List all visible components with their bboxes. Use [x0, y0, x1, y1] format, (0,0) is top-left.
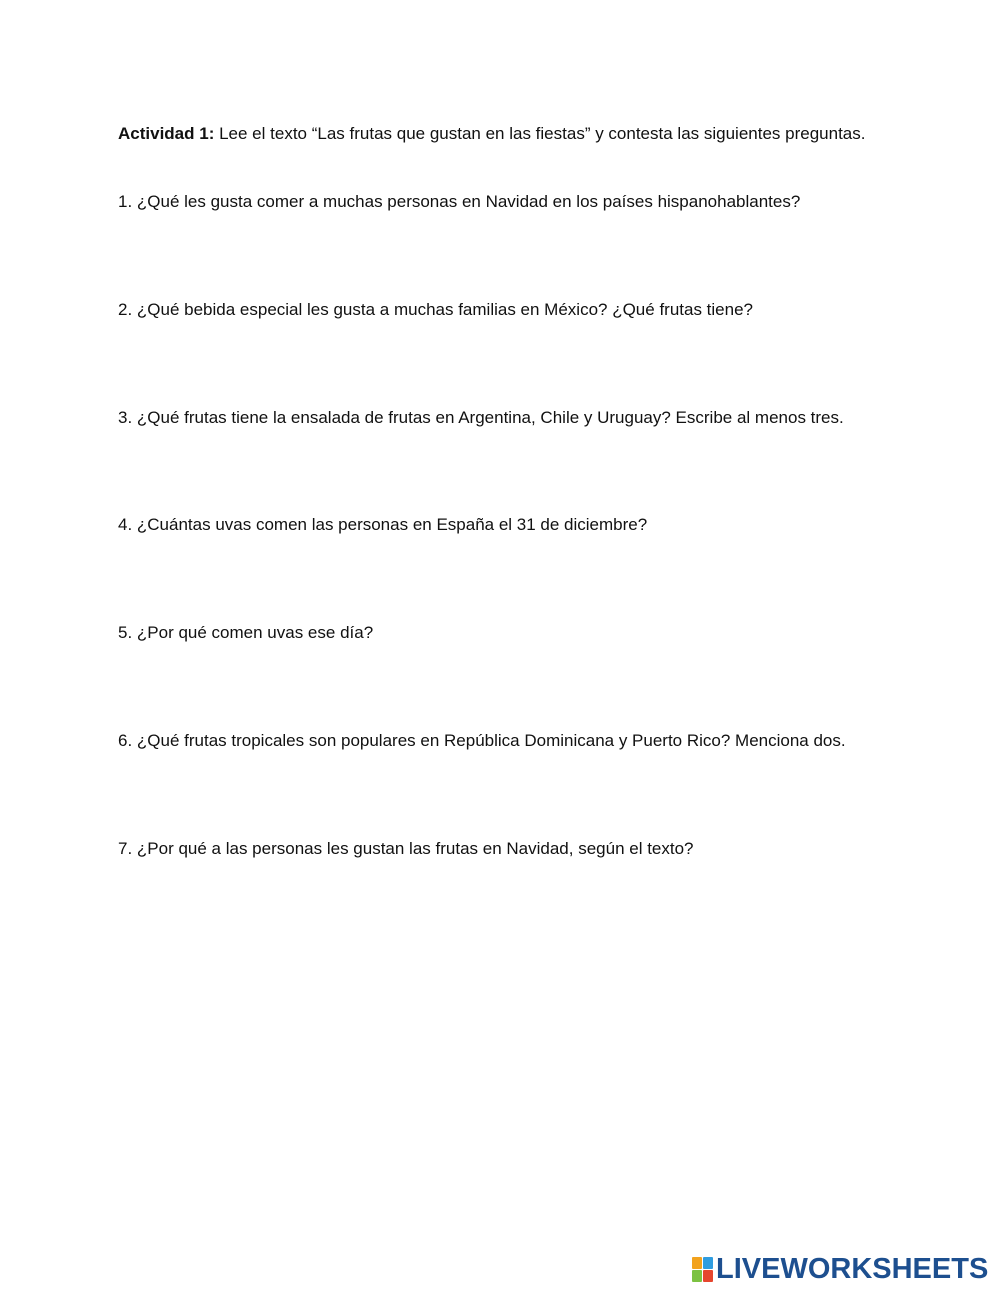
- activity-label: Actividad 1:: [118, 124, 215, 143]
- question-2: 2. ¿Qué bebida especial les gusta a muchas familias en México? ¿Qué frutas tiene?: [118, 300, 754, 319]
- question-3: 3. ¿Qué frutas tiene la ensalada de frutas en Argentina, Chile y Uruguay? Escribe al menos tres.: [118, 408, 844, 427]
- question-1: 1. ¿Qué les gusta comer a muchas personas en Navidad en los países hispanohablantes?: [118, 192, 801, 211]
- brand-name: LIVEWORKSHEETS: [716, 1253, 989, 1285]
- activity-instruction-text: Lee el texto “Las frutas que gustan en las fiestas” y contesta las siguientes preguntas.: [219, 124, 866, 143]
- activity-instructions: [118, 116, 881, 152]
- liveworksheets-brand: [692, 1254, 988, 1284]
- question-6: 6. ¿Qué frutas tropicales son populares en República Dominicana y Puerto Rico? Menciona dos.: [118, 731, 846, 750]
- question-5: 5. ¿Por qué comen uvas ese día?: [118, 623, 374, 642]
- question-7: 7. ¿Por qué a las personas les gustan las frutas en Navidad, según el texto?: [118, 839, 694, 858]
- liveworksheets-logo-icon: [692, 1257, 712, 1281]
- question-4: 4. ¿Cuántas uvas comen las personas en España el 31 de diciembre?: [118, 515, 648, 534]
